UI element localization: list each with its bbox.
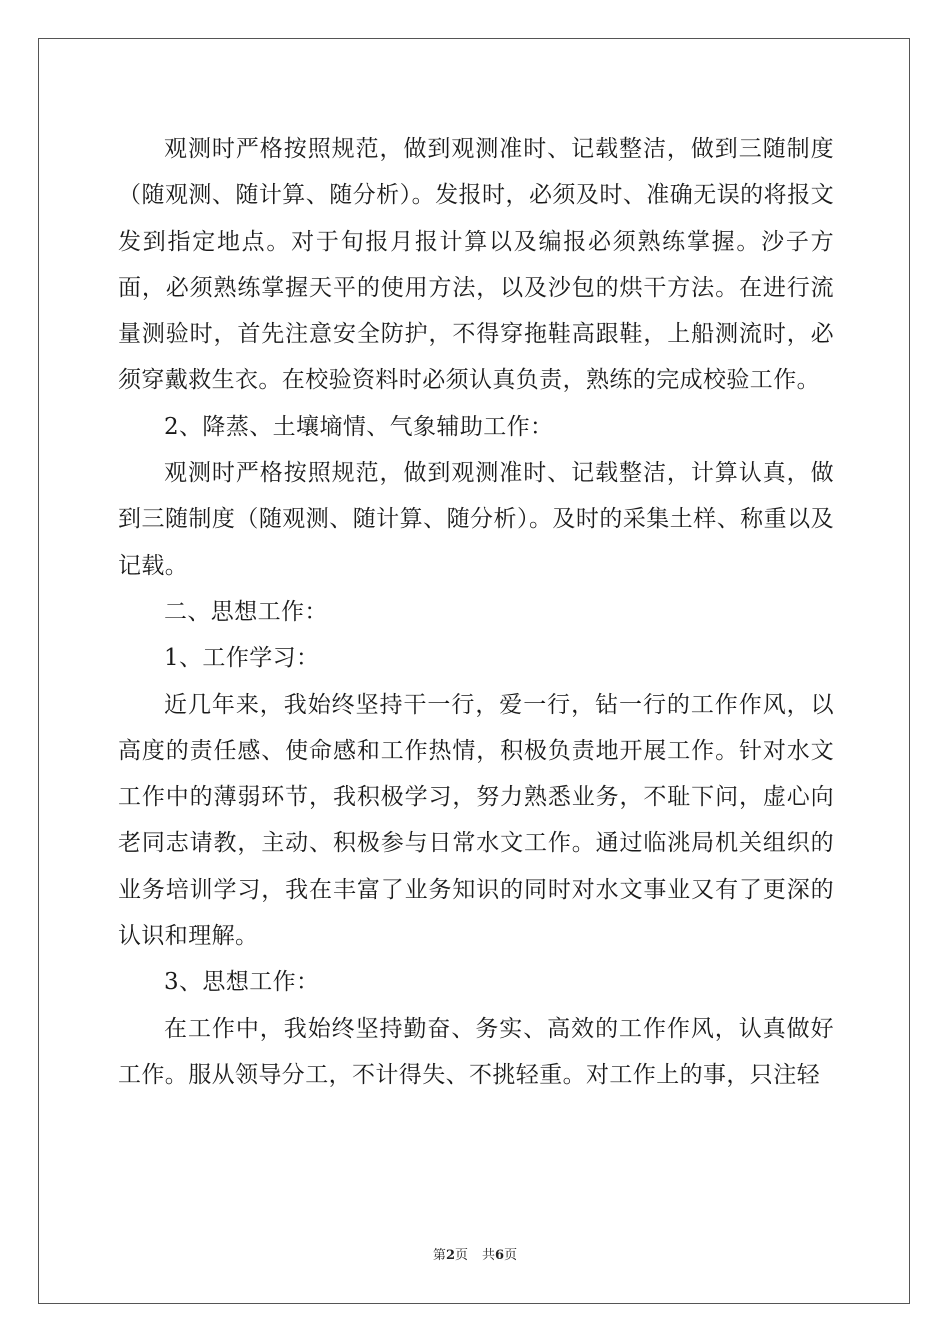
paragraph: 二、思想工作：: [164, 598, 328, 625]
page-number: 2: [445, 1248, 455, 1263]
document-body: [118, 126, 834, 1098]
page-prefix: 第: [432, 1248, 446, 1263]
page-footer: [0, 1247, 950, 1265]
paragraph: 观测时严格按照规范，做到观测准时、记载整洁，计算认真，做到三随制度（随观测、随计算、随分析）。及时的采集土样、称重以及记载。: [118, 460, 834, 579]
paragraph: 近几年来，我始终坚持干一行，爱一行，钻一行的工作作风，以高度的责任感、使命感和工作热情，积极负责地开展工作。针对水文工作中的薄弱环节，我积极学习，努力熟悉业务，不耻下问，虚心向老同志请教，主动、积极参与日常水文工作。通过临洮局机关组织的业务培训学习，我在丰富了业务知识的同时对水文事业又有了更深的认识和理解。: [118, 691, 834, 950]
total-prefix: 共: [482, 1248, 496, 1263]
paragraph: 在工作中，我始终坚持勤奋、务实、高效的工作作风，认真做好工作。服从领导分工，不计得失、不挑轻重。对工作上的事，只注轻: [118, 1015, 834, 1088]
paragraph: 1、工作学习：: [164, 645, 320, 672]
page-suffix: 页: [454, 1248, 468, 1263]
paragraph: 观测时严格按照规范，做到观测准时、记载整洁，做到三随制度（随观测、随计算、随分析）。发报时，必须及时、准确无误的将报文发到指定地点。对于旬报月报计算以及编报必须熟练掌握。沙子方面，必须熟练掌握天平的使用方法，以及沙包的烘干方法。在进行流量测验时，首先注意安全防护，不得穿拖鞋高跟鞋，上船测流时，必须穿戴救生衣。在校验资料时必须认真负责，熟练的完成校验工作。: [118, 136, 834, 394]
paragraph: 2、降蒸、土壤墒情、气象辅助工作：: [164, 413, 554, 440]
total-pages: 6: [495, 1248, 505, 1263]
paragraph: 3、思想工作：: [164, 969, 320, 996]
total-suffix: 页: [504, 1248, 518, 1263]
